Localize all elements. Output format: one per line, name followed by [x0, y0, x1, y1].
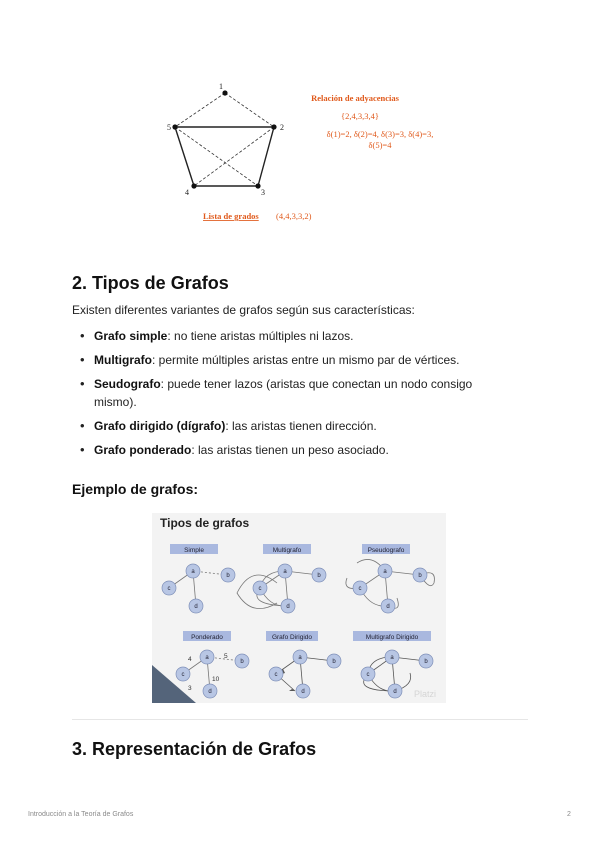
- vertex-label: 5: [167, 123, 171, 132]
- panel-label-simple: Simple: [184, 547, 204, 554]
- node-label: a: [390, 655, 394, 661]
- node-label: c: [366, 672, 370, 678]
- node-label: b: [240, 659, 244, 665]
- list-item-term: Seudografo: [94, 377, 161, 391]
- adjacency-title: Relación de adyacencias: [311, 93, 399, 103]
- edge-5-4: [175, 127, 194, 186]
- adjacency-set: {2,4,3,3,4}: [341, 111, 379, 121]
- section-divider: [72, 719, 528, 720]
- section-intro: Existen diferentes variantes de grafos según sus características:: [72, 303, 415, 317]
- node-label: a: [298, 655, 302, 661]
- node-label: d: [286, 604, 290, 610]
- degree-list-label: Lista de grados: [203, 211, 259, 221]
- panel-label-ponderado: Ponderado: [191, 634, 223, 641]
- node-label: c: [258, 586, 262, 592]
- node-label: c: [358, 586, 362, 592]
- vertex-label: 2: [280, 123, 284, 132]
- edge-2-3: [258, 127, 274, 186]
- example-heading: Ejemplo de grafos:: [72, 481, 199, 497]
- vertex-4: [191, 183, 196, 188]
- edge-5-3: [175, 127, 258, 186]
- graph-types-svg: [152, 513, 446, 703]
- list-item-desc: : permite múltiples aristas entre un mismo par de vértices.: [152, 353, 460, 367]
- node-label: d: [393, 689, 397, 695]
- vertex-label: 3: [261, 188, 265, 197]
- edge-weight: 10: [212, 676, 220, 683]
- node-label: d: [301, 689, 305, 695]
- vertex-3: [255, 183, 260, 188]
- list-item: [72, 327, 512, 345]
- list-item-desc: : no tiene aristas múltiples ni lazos.: [167, 329, 354, 343]
- adjacency-figure: [160, 80, 460, 230]
- node-label: b: [317, 573, 321, 579]
- node-label: d: [386, 604, 390, 610]
- degree-list-values: (4,4,3,3,2): [276, 211, 312, 221]
- list-item-desc: : las aristas tienen un peso asociado.: [191, 443, 389, 457]
- degree-list-line1: δ(1)=2, δ(2)=4, δ(3)=3, δ(4)=3,: [326, 129, 434, 139]
- list-item: [72, 417, 512, 435]
- node-label: a: [205, 655, 209, 661]
- panel-label-pseudografo: Pseudografo: [367, 547, 405, 554]
- edge-2-4: [194, 127, 274, 186]
- list-item-term: Grafo ponderado: [94, 443, 192, 457]
- section-heading-representacion: 3. Representación de Grafos: [72, 739, 317, 759]
- node-label: c: [167, 586, 171, 592]
- graph-types-image: [152, 513, 446, 703]
- section-heading-tipos: 2. Tipos de Grafos: [72, 273, 229, 293]
- page-number: 2: [567, 811, 571, 818]
- degree-list-line2: δ(5)=4: [368, 140, 392, 150]
- node-label: b: [226, 573, 230, 579]
- graph-types-list: [72, 327, 512, 465]
- list-item-term: Multigrafo: [94, 353, 152, 367]
- vertex-label: 4: [185, 188, 189, 197]
- list-item: [72, 351, 512, 369]
- node-label: b: [424, 659, 428, 665]
- node-label: c: [274, 672, 278, 678]
- list-item: [72, 441, 512, 459]
- panel-label-dirigido: Grafo Dirigido: [271, 634, 313, 641]
- node-label: a: [283, 569, 287, 575]
- list-item-term: Grafo simple: [94, 329, 168, 343]
- edge-weight: 4: [188, 656, 192, 663]
- footer-title: Introducción a la Teoría de Grafos: [28, 811, 134, 818]
- watermark: Platzi: [414, 689, 437, 699]
- node-label: a: [191, 569, 195, 575]
- node-label: b: [332, 659, 336, 665]
- node-label: d: [194, 604, 198, 610]
- panel-label-multi-dirigido: Multigrafo Dirigido: [365, 634, 419, 641]
- vertex-5: [172, 124, 177, 129]
- vertex-label: 1: [219, 82, 223, 91]
- edge-1-2: [225, 93, 274, 127]
- list-item: [72, 375, 512, 411]
- node-label: b: [418, 573, 422, 579]
- list-item-term: Grafo dirigido (dígrafo): [94, 419, 226, 433]
- edge-1-5: [175, 93, 225, 127]
- edge-weight: 3: [188, 685, 192, 692]
- node-label: c: [181, 672, 185, 678]
- panel-label-multigrafo: Multigrafo: [272, 547, 302, 554]
- edge-weight: 5: [224, 653, 228, 660]
- image-title: Tipos de grafos: [160, 516, 250, 530]
- vertex-2: [271, 124, 276, 129]
- list-item-desc: : las aristas tienen dirección.: [225, 419, 377, 433]
- node-label: d: [208, 689, 212, 695]
- list-item-desc: : puede tener lazos (aristas que conectan un nodo consigo mismo).: [94, 377, 473, 409]
- node-label: a: [383, 569, 387, 575]
- vertex-1: [222, 90, 227, 95]
